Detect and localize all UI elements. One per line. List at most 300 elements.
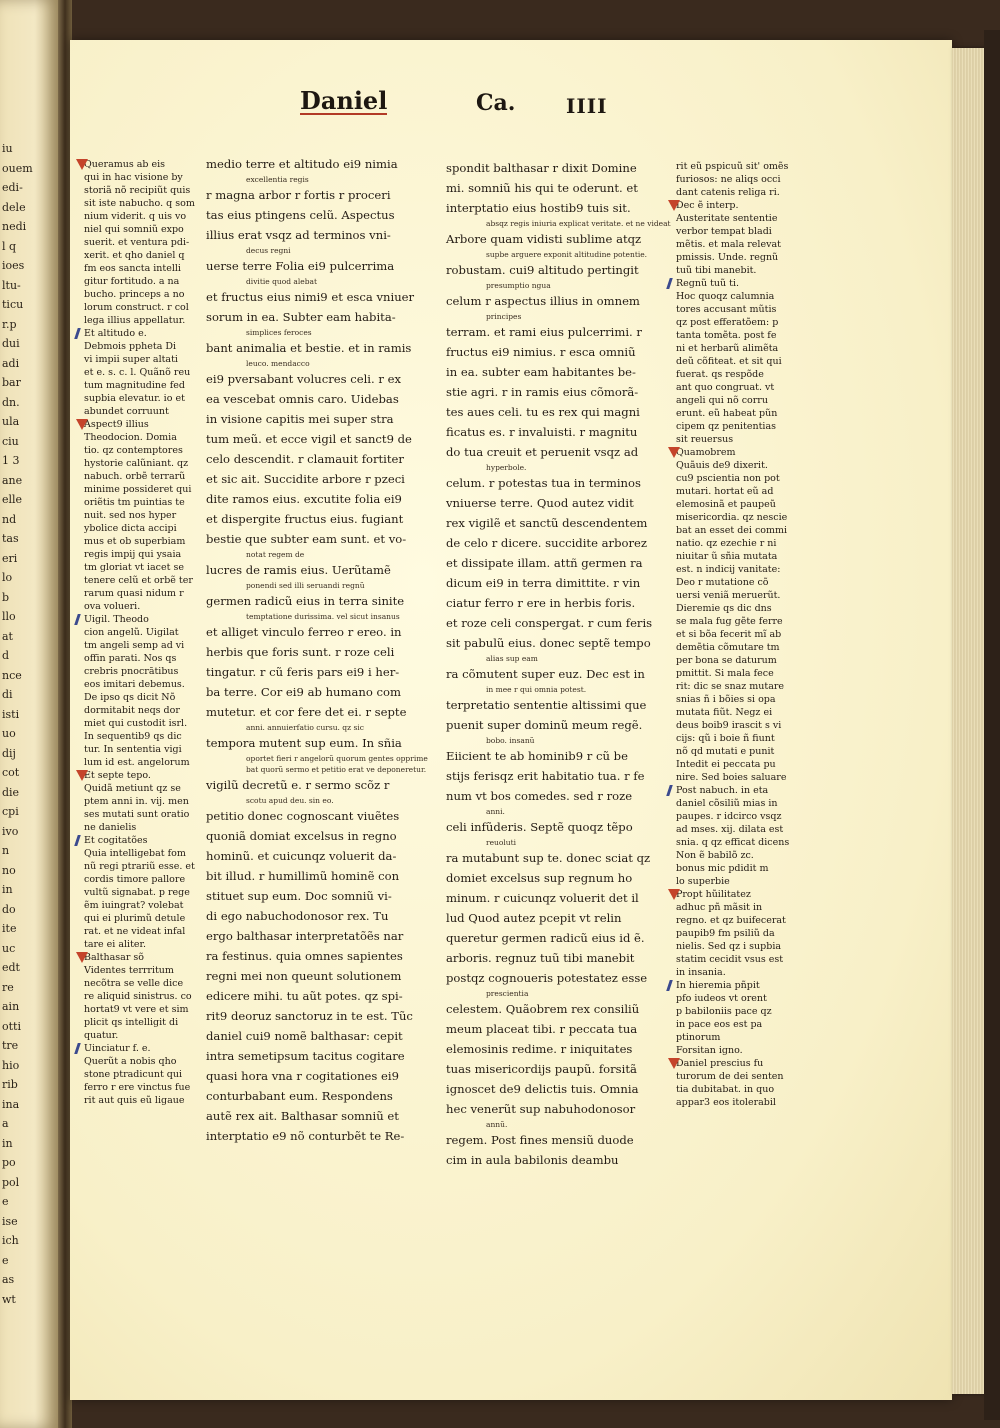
left-page-fragment: b <box>2 590 10 604</box>
gloss-line: offin parati. Nos qs <box>84 653 177 664</box>
text-line: puenit super dominũ meum regẽ. <box>446 718 643 732</box>
left-page-fragment: rib <box>2 1078 18 1091</box>
gloss-line: ptinorum <box>676 1032 721 1043</box>
text-line: elemosinis redime. r iniquitates <box>446 1042 633 1056</box>
text-line: stituet sup eum. Doc somniũ vi- <box>206 889 392 903</box>
gloss-line: in pace eos est pa <box>676 1019 763 1030</box>
interlinear-gloss: divitie quod alebat <box>246 277 317 286</box>
text-line: et dissipate illam. attñ germen ra <box>446 556 643 570</box>
left-page-fragment: otti <box>2 1019 21 1033</box>
gloss-line: nire. Sed boies saluare <box>676 772 787 783</box>
text-line: tuas misericordijs paupũ. forsitã <box>446 1062 637 1076</box>
left-page-fragment: die <box>2 785 20 799</box>
gloss-line: elemosinã et paupeũ <box>676 499 776 510</box>
gloss-line: rat. et ne videat infal <box>84 926 186 937</box>
interlinear-gloss: notat regem de <box>246 550 305 559</box>
gloss-line: Austeritate sententie <box>676 213 778 224</box>
gloss-line: verbor tempat bladi <box>676 226 772 237</box>
text-line: ra cõmutent super euz. Dec est in <box>446 667 645 681</box>
gloss-line: lum id est. angelorum <box>84 757 190 768</box>
interlinear-gloss: supbe arguere exponit altitudine potentie. <box>486 250 648 259</box>
gloss-line: ẽm iuingrat? volebat <box>84 900 184 911</box>
left-page-fragment: ciu <box>2 434 19 448</box>
text-line: uerse terre Folia ei9 pulcerrima <box>206 259 395 273</box>
gloss-line: Uigil. Theodo <box>84 614 149 625</box>
text-line: germen radicũ eius in terra sinite <box>206 594 405 608</box>
gloss-line: deũ cõfiteat. et sit qui <box>676 356 782 367</box>
text-line: vigilũ decretũ e. r sermo scõz r <box>206 778 390 792</box>
rubric-mark <box>76 419 88 430</box>
gloss-line: stone ptradicunt qui <box>84 1069 183 1080</box>
text-line: meum placeat tibi. r peccata tua <box>446 1022 638 1036</box>
text-line: rex vigilẽ et sanctũ descendentem <box>446 516 648 530</box>
gloss-line: Et cogitatões <box>84 835 148 846</box>
text-line: hominũ. et cuicunqz voluerit da- <box>206 849 397 863</box>
gloss-line: tores accusant mũtis <box>676 304 777 315</box>
gloss-line: tur. In sententia vigi <box>84 744 182 755</box>
running-header-book <box>300 86 387 115</box>
text-line: stijs ferisqz erit habitatio tua. r fe <box>446 769 645 783</box>
gloss-line: Et septe tepo. <box>84 770 151 781</box>
gloss-line: Quãuis de9 dixerit. <box>676 460 768 471</box>
interlinear-gloss: bat quorũ sermo et petitio erat ve deponeretur. <box>246 765 427 774</box>
gloss-line: regno. et qz buifecerat <box>676 915 786 926</box>
gloss-line: p babiloniis pace qz <box>676 1006 772 1017</box>
gloss-line: qz post efferatõem: p <box>676 317 779 328</box>
text-line: r magna arbor r fortis r proceri <box>206 188 391 202</box>
left-page-fragment: adi <box>2 356 20 370</box>
text-line: bit illud. r humillimũ hominẽ con <box>206 869 400 883</box>
gloss-line: in insania. <box>676 967 726 978</box>
gloss-line: tia dubitabat. in quo <box>676 1084 775 1095</box>
gloss-line: rit: dic se snaz mutare <box>676 681 785 692</box>
interlinear-gloss: presumptio ngua <box>486 281 551 290</box>
gloss-line: lo superbie <box>676 876 730 887</box>
gloss-line: Forsitan igno. <box>676 1045 743 1056</box>
interlinear-gloss: anni. annuierfatio cursu. qz sic <box>246 723 364 732</box>
gloss-line: Hoc quoqz calumnia <box>676 291 775 302</box>
left-page-fragment: elle <box>2 493 23 506</box>
gloss-line: qui in hac visione by <box>84 172 183 183</box>
gloss-line: adhuc pñ mãsit in <box>676 902 763 913</box>
gloss-line: Dieremie qs dic dns <box>676 603 772 614</box>
left-page-fragment: bar <box>2 376 21 389</box>
text-line: dicum ei9 in terra dimittite. r vin <box>446 576 641 590</box>
text-line: minum. r cuicunqz voluerit det il <box>446 891 639 905</box>
running-header-chapter-number: IIII <box>566 94 608 118</box>
text-line: daniel cui9 nomẽ balthasar: cepit <box>206 1029 403 1043</box>
gloss-line: paupes. r idcirco vsqz <box>676 811 782 822</box>
text-line: et fructus eius nimi9 et esca vniuer <box>206 290 415 304</box>
gloss-line: lega illius appellatur. <box>84 315 186 326</box>
left-page-fragment: dij <box>2 746 16 760</box>
gloss-line: et e. s. c. l. Quãnõ reu <box>84 367 191 378</box>
gloss-line: qui ei plurimũ detule <box>84 913 186 924</box>
text-line: autẽ rex ait. Balthasar somniũ et <box>206 1109 399 1123</box>
left-page-fragment: pol <box>2 1175 20 1189</box>
text-line: interptatio e9 nõ conturbẽt te Re- <box>206 1129 405 1143</box>
text-line: ciatur ferro r ere in herbis foris. <box>446 596 636 610</box>
left-page-fragment: uo <box>2 727 16 740</box>
gloss-line: rit eũ pspicuũ sit' omẽs <box>676 161 789 172</box>
gloss-line: cu9 pscientia non pot <box>676 473 780 484</box>
gloss-line: tanta tomẽta. post fe <box>676 330 777 341</box>
left-page-fragment: ane <box>2 473 23 487</box>
gloss-line: lorum construct. r col <box>84 302 189 313</box>
gloss-line: quatur. <box>84 1030 119 1041</box>
gloss-line: plicit qs intelligit di <box>84 1017 179 1028</box>
text-line: arboris. regnuz tuũ tibi manebit <box>446 951 635 965</box>
gloss-line: ybolice dicta accipi <box>84 523 177 534</box>
gloss-line: Aspect9 illius <box>84 419 149 430</box>
rubric-mark <box>76 770 88 781</box>
gloss-line: suerit. et ventura pdi- <box>84 237 190 248</box>
gloss-line: natio. qz ezechie r ni <box>676 538 777 549</box>
gloss-line: niuitar ũ sñia mutata <box>676 551 778 562</box>
text-line: Eiicient te ab hominib9 r cũ be <box>446 749 628 763</box>
gloss-line: nũ regi ptrariũ esse. et <box>84 861 195 872</box>
text-line: mutetur. et cor fere det ei. r septe <box>206 705 407 719</box>
text-line: ea vescebat omnis caro. Uidebas <box>206 392 399 406</box>
text-line: Arbore quam vidisti sublime atqz <box>446 232 642 246</box>
gloss-line: Regnũ tuũ ti. <box>676 278 740 289</box>
interlinear-gloss: annũ. <box>486 1120 508 1129</box>
text-line: sorum in ea. Subter eam habita- <box>206 310 396 324</box>
interlinear-gloss: in mee r qui omnia potest. <box>486 685 587 694</box>
gloss-line: nõ qd mutati e punit <box>676 746 775 757</box>
text-line: mi. somniũ his qui te oderunt. et <box>446 181 638 195</box>
gloss-line: hystorie calũniant. qz <box>84 458 189 469</box>
text-line: bestie que subter eam sunt. et vo- <box>206 532 407 546</box>
gloss-line: mẽtis. et mala relevat <box>676 239 781 250</box>
left-page-fragment: eri <box>2 551 18 565</box>
text-line: fructus ei9 nimius. r esca omniũ <box>446 345 636 359</box>
gloss-line: cion angelũ. Uigilat <box>84 627 179 638</box>
left-page-fragment: re <box>2 980 14 994</box>
text-line: celo descendit. r clamauit fortiter <box>206 452 404 466</box>
gloss-line: supbia elevatur. io et <box>84 393 185 404</box>
gloss-line: Deo r mutatione cõ <box>676 577 769 588</box>
rubric-mark <box>76 159 88 170</box>
gloss-line: statim cecidit vsus est <box>676 954 784 965</box>
text-line: domiet excelsus sup regnum ho <box>446 871 633 885</box>
text-line: et sic ait. Succidite arbore r pzeci <box>206 472 405 486</box>
gloss-line: nielis. Sed qz i supbia <box>676 941 782 952</box>
gloss-line: mutata fiũt. Negz ei <box>676 707 773 718</box>
gloss-line: Non ẽ babilõ zc. <box>676 850 754 861</box>
gloss-line: ant quo congruat. vt <box>676 382 775 393</box>
gloss-line: miet qui custodit isrl. <box>84 718 188 729</box>
text-line: terpretatio sententie altissimi que <box>446 698 647 712</box>
left-page-fragment: ltu- <box>2 278 21 292</box>
text-line: celum. r potestas tua in terminos <box>446 476 641 490</box>
gloss-line: et si bõa fecerit mĩ ab <box>676 629 782 640</box>
left-page-fragment: hio <box>2 1058 20 1072</box>
left-page-fragment: ivo <box>2 824 19 838</box>
gloss-line: niel qui somniũ expo <box>84 224 184 235</box>
gloss-line: storiã nõ recipiũt quis <box>84 185 191 196</box>
text-line: quoniã domiat excelsus in regno <box>206 829 397 843</box>
gloss-line: Quamobrem <box>676 447 736 458</box>
gloss-line: vi impii super altati <box>84 354 178 365</box>
interlinear-gloss: leuco. mendacco <box>246 359 310 368</box>
left-page-fragment: dn. <box>2 395 20 409</box>
left-page-fragment: nd <box>2 512 17 526</box>
text-line: interptatio eius hostib9 tuis sit. <box>446 201 631 215</box>
gloss-line: Dec ẽ interp. <box>676 200 739 211</box>
text-line: et alliget vinculo ferreo r ereo. in <box>206 625 402 639</box>
text-line: bant animalia et bestie. et in ramis <box>206 341 412 355</box>
text-line: tum meũ. et ecce vigil et sanct9 de <box>206 432 412 446</box>
text-line: do tua creuit et peruenit vsqz ad <box>446 445 639 459</box>
gloss-line: hortat9 vt vere et sim <box>84 1004 189 1015</box>
text-line: regem. Post fines mensiũ duode <box>446 1133 634 1147</box>
text-line: herbis que foris sunt. r roze celi <box>206 645 395 659</box>
gloss-line: vultũ signabat. p rege <box>84 887 190 898</box>
interlinear-gloss: prescientia <box>486 989 529 998</box>
interlinear-gloss: hyperbole. <box>486 463 527 472</box>
left-page-fragment: no <box>2 863 16 877</box>
gloss-line: ova volueri. <box>84 601 141 612</box>
gloss-line: nabuch. orbẽ terrarũ <box>84 471 186 482</box>
gloss-line: nuit. sed nos hyper <box>84 510 177 521</box>
text-line: ignoscet de9 delictis tuis. Omnia <box>446 1082 639 1096</box>
text-line: ficatus es. r invaluisti. r magnitu <box>446 425 638 439</box>
text-line: ra festinus. quia omnes sapientes <box>206 949 403 963</box>
cover-edge <box>984 30 1000 1420</box>
gloss-line: bat an esset dei commi <box>676 525 788 536</box>
gloss-line: minime possideret qui <box>84 484 192 495</box>
text-line: in visione capitis mei super stra <box>206 412 394 426</box>
left-page-fragment: nedi <box>2 220 27 233</box>
text-line: petitio donec cognoscant viuẽtes <box>206 809 400 823</box>
text-line: illius erat vsqz ad terminos vni- <box>206 228 391 242</box>
left-page-fragment: at <box>2 629 13 643</box>
left-page-fragment: ise <box>2 1214 18 1228</box>
gloss-line: ferro r ere vinctus fue <box>84 1082 191 1093</box>
left-page-fragment: cot <box>2 766 20 779</box>
left-page-fragment: nce <box>2 668 22 682</box>
text-line: queretur germen radicũ eius id ẽ. <box>446 931 645 945</box>
text-line: spondit balthasar r dixit Domine <box>446 161 637 175</box>
gloss-line: misericordia. qz nescie <box>676 512 788 523</box>
gloss-line: ad mses. xij. dilata est <box>676 824 784 835</box>
gloss-line: angeli qui nõ corru <box>676 395 768 406</box>
left-page-fragment: do <box>2 902 16 916</box>
gloss-line: erunt. eũ habeat pũn <box>676 408 778 419</box>
rubric-mark <box>668 889 680 900</box>
interlinear-gloss: bobo. insanũ <box>486 736 535 745</box>
text-line: ba terre. Cor ei9 ab humano com <box>206 685 402 699</box>
left-page-fragment: ioes <box>2 259 25 272</box>
gloss-line: cipem qz penitentias <box>676 421 777 432</box>
text-line: in ea. subter eam habitantes be- <box>446 365 636 379</box>
interlinear-gloss: decus regni <box>246 246 291 255</box>
gloss-line: mutari. hortat eũ ad <box>676 486 774 497</box>
gloss-line: est. n indicij vanitate: <box>676 564 781 575</box>
gloss-line: rarum quasi nidum r <box>84 588 184 599</box>
left-page-fragment: edi- <box>2 181 23 194</box>
left-page-fragment: a <box>2 1117 9 1130</box>
left-facing-page <box>0 0 58 1428</box>
gloss-line: regis impij qui ysaia <box>84 549 182 560</box>
text-line: vniuerse terre. Quod autez vidit <box>446 496 634 510</box>
left-page-fragment: isti <box>2 707 20 721</box>
gloss-line: deus boib9 irascit s vi <box>676 720 782 731</box>
gloss-line: gitur fortitudo. a na <box>84 276 180 287</box>
text-line: quasi hora vna r cogitationes ei9 <box>206 1069 400 1083</box>
rubric-mark <box>668 447 680 458</box>
gloss-line: se mala fug gẽte ferre <box>676 616 783 627</box>
text-line: regni mei non queunt solutionem <box>206 969 402 983</box>
interlinear-gloss: reuoluti <box>486 838 517 847</box>
left-page-fragment: di <box>2 688 13 701</box>
text-line: tempora mutent sup eum. In sñia <box>206 736 402 750</box>
gloss-line: Intedit ei peccata pu <box>676 759 776 770</box>
gloss-line: dant catenis religa ri. <box>676 187 780 198</box>
text-line: rit9 deoruz sanctoruz in te est. Tũc <box>206 1009 413 1023</box>
gloss-line: demẽtia cõmutare tm <box>676 642 780 653</box>
left-page-fragment: in <box>2 1136 13 1150</box>
left-page-fragment: ina <box>2 1097 20 1111</box>
interlinear-gloss: excellentia regis <box>246 175 309 184</box>
gloss-line: nium viderit. q uis vo <box>84 211 187 222</box>
interlinear-gloss: oportet fieri r angelorũ quorum gentes opprime <box>246 754 428 763</box>
gloss-line: Post nabuch. in eta <box>676 785 769 796</box>
gloss-line: tm angeli semp ad vi <box>84 640 185 651</box>
gloss-line: oriẽtis tm puintias te <box>84 497 185 508</box>
text-line: et roze celi conspergat. r cum feris <box>446 616 653 630</box>
text-line: num vt bos comedes. sed r roze <box>446 789 633 803</box>
text-line: edicere mihi. tu aũt potes. qz spi- <box>206 989 403 1003</box>
left-page-fragment: lo <box>2 571 13 584</box>
left-page-fragment: n <box>2 844 10 857</box>
gloss-line: Theodocion. Domia <box>84 432 177 443</box>
gloss-line: furiosos: ne aliqs occi <box>676 174 781 185</box>
gloss-line: ptem anni in. vij. men <box>84 796 189 807</box>
text-line: medio terre et altitudo ei9 nimia <box>206 157 398 171</box>
gloss-line: tare ei aliter. <box>84 939 147 950</box>
left-page-fragment: llo <box>2 610 16 623</box>
left-page-fragment: ouem <box>2 161 33 175</box>
text-line: robustam. cui9 altitudo pertingit <box>446 263 639 277</box>
left-page-fragment: edt <box>2 961 20 974</box>
left-page-fragment: d <box>2 649 10 662</box>
left-page-fragment: po <box>2 1156 16 1169</box>
text-line: tes aues celi. tu es rex qui magni <box>446 405 640 419</box>
gloss-line: Et altitudo e. <box>84 328 147 339</box>
gloss-line: De ipso qs dicit Nõ <box>84 692 176 703</box>
gloss-line: ses mutati sunt oratio <box>84 809 190 820</box>
gloss-line: Quidã metiunt qz se <box>84 783 181 794</box>
gloss-line: tio. qz contemptores <box>84 445 183 456</box>
gloss-line: snia. q qz efficat dicens <box>676 837 790 848</box>
rubric-mark <box>668 1058 680 1069</box>
gloss-line: necõtra se velle dice <box>84 978 184 989</box>
left-page-fragment: cpi <box>2 805 19 818</box>
text-line: cim in aula babilonis deambu <box>446 1153 619 1167</box>
gloss-line: cordis timore pallore <box>84 874 186 885</box>
gloss-line: tuũ tibi manebit. <box>676 265 757 276</box>
text-line: lud Quod autez pcepit vt relin <box>446 911 622 925</box>
text-line: lucres de ramis eius. Uerũtamẽ <box>206 563 391 577</box>
gloss-line: Queramus ab eis <box>84 159 166 170</box>
left-page-fragment: in <box>2 883 13 896</box>
interlinear-gloss: scotu apud deu. sin eo. <box>246 796 334 805</box>
left-page-fragment: uc <box>2 941 16 955</box>
left-page-fragment: r.p <box>2 317 17 331</box>
text-line: celestem. Quãobrem rex consiliũ <box>446 1002 640 1016</box>
rubric-mark <box>668 200 680 211</box>
text-line: postqz cognoueris potestatez esse <box>446 971 648 985</box>
gloss-line: re aliquid sinistrus. co <box>84 991 192 1002</box>
running-header-chapter-label: Ca. <box>476 90 516 116</box>
gloss-line: paupib9 fm psiliũ da <box>676 928 775 939</box>
gloss-line: Propt hũilitatez <box>676 889 751 900</box>
gloss-line: Quia intelligebat fom <box>84 848 186 859</box>
gloss-line: Balthasar sõ <box>84 952 144 963</box>
text-line: conturbabant eum. Respondens <box>206 1089 393 1103</box>
gloss-line: appar3 eos itolerabil <box>676 1097 776 1108</box>
left-page-fragment: tas <box>2 532 19 545</box>
gloss-line: Daniel prescius fu <box>676 1058 764 1069</box>
rubric-mark <box>76 952 88 963</box>
gloss-line: bonus mic pdidit m <box>676 863 769 874</box>
interlinear-gloss: alias sup eam <box>486 654 538 663</box>
left-page-fragment: as <box>2 1273 15 1286</box>
gloss-line: Uinciatur f. e. <box>84 1043 151 1054</box>
text-line: di ego nabuchodonosor rex. Tu <box>206 909 389 923</box>
left-page-fragment: wt <box>2 1292 16 1306</box>
text-line: hec venerũt sup nabuhodonosor <box>446 1102 636 1116</box>
gloss-line: per bona se daturum <box>676 655 777 666</box>
gloss-line: tum magnitudine fed <box>84 380 185 391</box>
left-page-fragment: e <box>2 1253 9 1267</box>
text-line: dite ramos eius. excutite folia ei9 <box>206 492 402 506</box>
text-line: terram. et rami eius pulcerrimi. r <box>446 325 642 339</box>
book-title: Daniel <box>300 86 388 115</box>
gloss-line: dormitabit neqs dor <box>84 705 180 716</box>
text-line: ei9 pversabant volucres celi. r ex <box>206 372 402 386</box>
text-line: tas eius ptingens celũ. Aspectus <box>206 208 395 222</box>
gloss-line: In sequentib9 qs dic <box>84 731 182 742</box>
gloss-line: pfo iudeos vt orent <box>676 993 767 1004</box>
left-page-fragment: l q <box>2 239 17 253</box>
text-line: stie agri. r in ramis eius cõmorã- <box>446 385 639 399</box>
left-page-fragment: ain <box>2 1000 20 1013</box>
left-page-fragment: e <box>2 1195 9 1208</box>
left-page-fragment: 1 3 <box>2 454 20 467</box>
gloss-line: tm gloriat vt iacet se <box>84 562 184 573</box>
interlinear-gloss: absqz regis iniuria explicat veritate. et ne videat <box>486 219 671 228</box>
gloss-line: abundet corruunt <box>84 406 169 417</box>
gloss-line: snias ñ i bõies si opa <box>676 694 776 705</box>
gloss-line: pmissis. Unde. regnũ <box>676 252 779 263</box>
gloss-line: eos imitari debemus. <box>84 679 185 690</box>
left-page-fragment: iu <box>2 142 13 155</box>
interlinear-gloss: principes <box>486 312 522 321</box>
text-line: tingatur. r cũ feris pars ei9 i her- <box>206 665 400 679</box>
interlinear-gloss: simplices feroces <box>246 328 312 337</box>
gloss-line: rit aut quis eũ ligaue <box>84 1095 185 1106</box>
gloss-line: fuerat. qs respõde <box>676 369 764 380</box>
interlinear-gloss: temptatione durissima. vel sicut insanus <box>246 612 400 621</box>
gloss-line: mus et ob superbiam <box>84 536 186 547</box>
text-line: intra semetipsum tacitus cogitare <box>206 1049 405 1063</box>
gloss-line: sit reuersus <box>676 434 734 445</box>
text-line: celum r aspectus illius in omnem <box>446 294 640 308</box>
gloss-line: Querũt a nobis qho <box>84 1056 177 1067</box>
